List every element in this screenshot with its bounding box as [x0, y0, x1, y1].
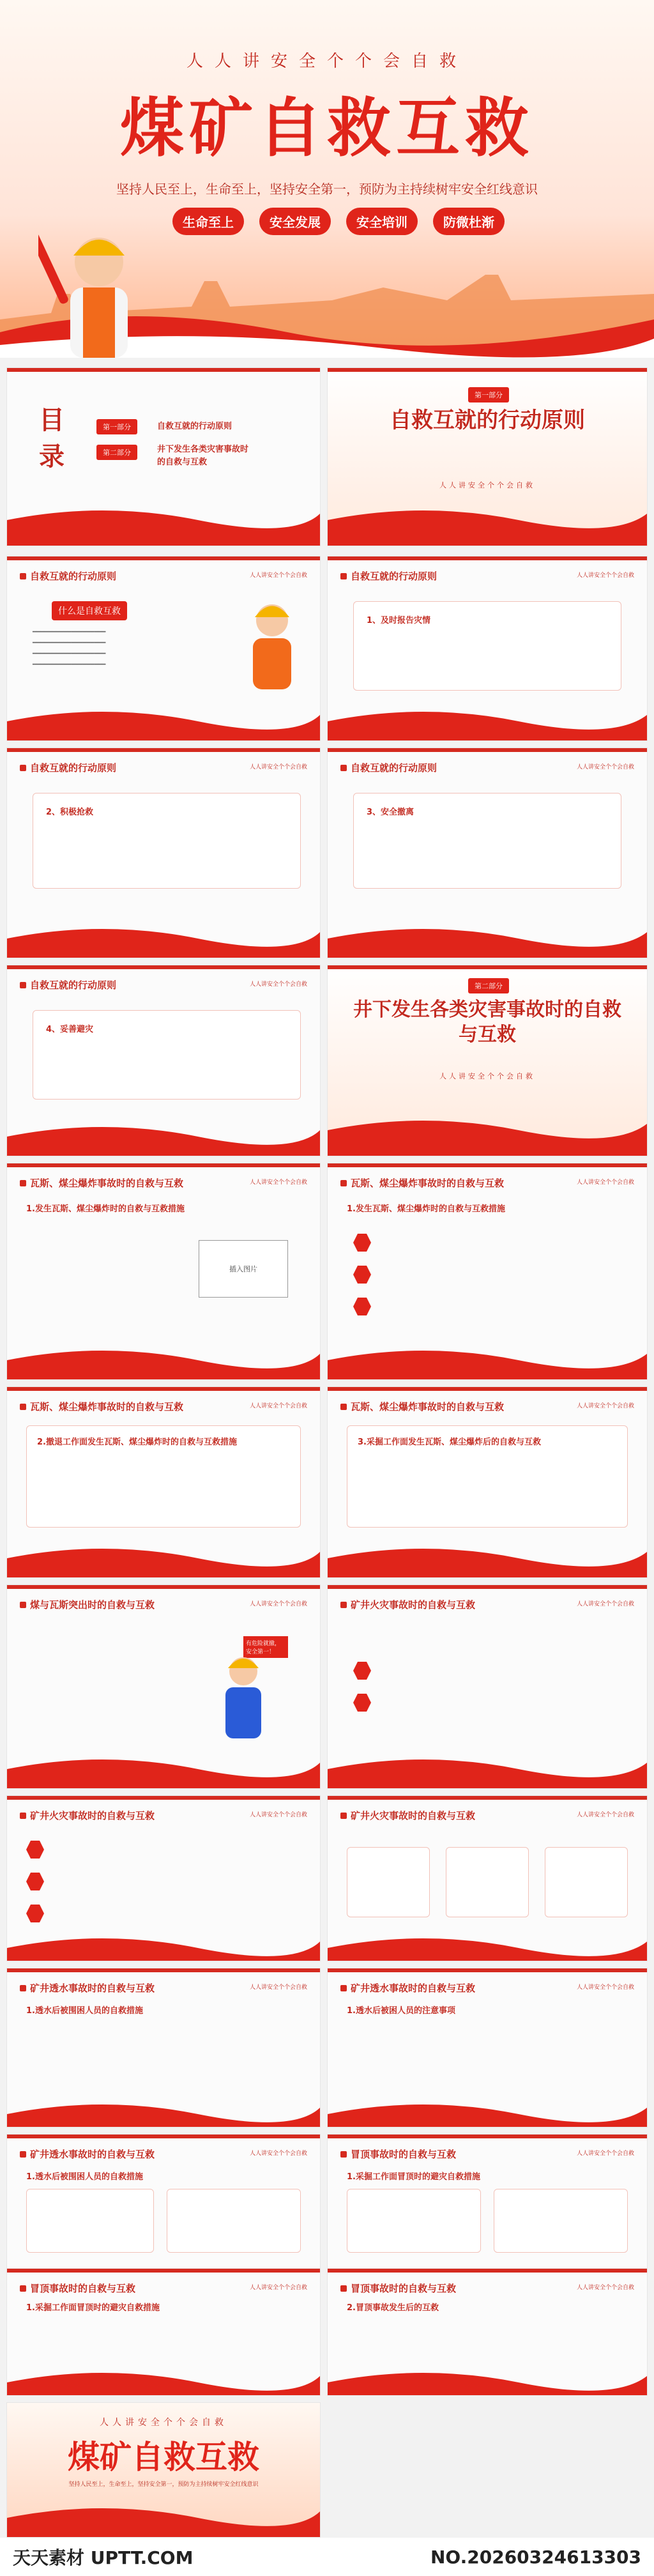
cover-pills — [172, 208, 505, 235]
slide-slogan: 人人讲安全个个会自救 — [576, 1812, 634, 1818]
wave-decoration — [7, 1744, 320, 1788]
wave-decoration — [328, 1111, 647, 1156]
wave-decoration — [328, 1335, 647, 1379]
what-is-text: ━━━━━━━━━━━━━━━━━━━ ━━━━━━━━━━━━━━━━━━━ ━━━━━━━━━━━━━━━━━━━ ━━━━━━━━━━━━━━━━━━━ — [33, 629, 106, 668]
slide-header: 自救互就的行动原则 — [20, 569, 116, 583]
content-card — [446, 1847, 529, 1917]
slide-slogan: 人人讲安全个个会自救 — [249, 1403, 307, 1409]
fire-slide-3 — [327, 1795, 648, 1961]
what-is-label: 什么是自救互救 — [52, 601, 127, 620]
section-heading: 2.撤退工作面发生瓦斯、煤尘爆炸时的自救与互救措施 — [37, 1438, 237, 1447]
wave-decoration — [328, 2082, 647, 2127]
slide-header: 瓦斯、煤尘爆炸事故时的自救与互救 — [340, 1176, 504, 1190]
slide-slogan: 人人讲安全个个会自救 — [576, 1984, 634, 1991]
slide-slogan: 人人讲安全个个会自救 — [249, 2150, 307, 2157]
slide-slogan: 人人讲安全个个会自救 — [249, 764, 307, 770]
hex-icon — [353, 1266, 371, 1284]
content-card — [353, 793, 621, 889]
gas-slide-3 — [6, 1386, 321, 1578]
slide-header: 冒顶事故时的自救与互救 — [20, 2281, 135, 2295]
hex-icon — [353, 1694, 371, 1712]
slide-header: 冒顶事故时的自救与互救 — [340, 2281, 456, 2295]
cover-slide — [0, 0, 654, 358]
slide-slogan: 人人讲安全个个会自救 — [576, 572, 634, 579]
wave-decoration — [7, 1111, 320, 1156]
slide-slogan: 人人讲安全个个会自救 — [249, 2285, 307, 2291]
footer — [0, 2538, 654, 2576]
pill: 安全培训 — [346, 208, 418, 235]
closing-title: 煤矿自救互救 — [68, 2438, 259, 2476]
slide-header: 瓦斯、煤尘爆炸事故时的自救与互救 — [340, 1400, 504, 1413]
toc-badge-1: 第一部分 — [96, 419, 137, 434]
content-card — [545, 1847, 628, 1917]
footer-id: NO.20260324613303 — [430, 2546, 641, 2568]
slide-header: 矿井透水事故时的自救与互救 — [340, 1981, 475, 1995]
footer-brand[interactable]: 天天素材 UPTT.COM — [13, 2547, 194, 2568]
content-card — [347, 1425, 628, 1528]
wave-decoration — [7, 2350, 320, 2395]
wave-decoration — [7, 1533, 320, 1577]
content-card — [167, 2189, 301, 2253]
wave-decoration — [328, 1744, 647, 1788]
part1-slogan: 人人讲安全个个会自救 — [439, 481, 535, 489]
what-is-slide — [6, 556, 321, 741]
section-heading: 2.冒顶事故发生后的互救 — [347, 2303, 439, 2313]
slide-slogan: 人人讲安全个个会自救 — [249, 1601, 307, 1607]
slide-header: 瓦斯、煤尘爆炸事故时的自救与互救 — [20, 1176, 183, 1190]
content-card — [347, 2189, 481, 2253]
part2-slide — [327, 965, 648, 1156]
wave-decoration — [328, 1533, 647, 1577]
image-placeholder[interactable]: 插入图片 — [199, 1240, 288, 1298]
section-heading: 3.采掘工作面发生瓦斯、煤尘爆炸后的自救与互救 — [358, 1438, 541, 1447]
part1-slide — [327, 367, 648, 546]
toc-slide — [6, 367, 321, 546]
slide-header: 矿井火灾事故时的自救与互救 — [340, 1809, 475, 1822]
worker-icon — [237, 595, 307, 691]
wave-decoration — [328, 913, 647, 958]
closing-subtitle: 坚持人民至上，生命至上，坚持安全第一，预防为主持续树牢安全红线意识 — [68, 2481, 259, 2488]
content-card — [33, 1010, 301, 1100]
pill: 安全发展 — [259, 208, 331, 235]
content-card — [347, 1847, 430, 1917]
slide-header: 自救互就的行动原则 — [20, 761, 116, 774]
cover-title: 煤矿自救互救 — [120, 90, 534, 165]
worker-icon — [211, 1649, 275, 1745]
wave-decoration — [7, 2492, 320, 2537]
slide-slogan: 人人讲安全个个会自救 — [249, 1179, 307, 1186]
slide-slogan: 人人讲安全个个会自救 — [576, 2285, 634, 2291]
hex-icon — [353, 1234, 371, 1252]
hex-icon — [26, 1873, 44, 1890]
wave-decoration — [328, 501, 647, 546]
wave-decoration — [7, 1916, 320, 1961]
water-slide-2 — [327, 1968, 648, 2128]
step3-slide — [327, 747, 648, 958]
slide-header: 矿井火灾事故时的自救与互救 — [340, 1598, 475, 1611]
cover-slogan: 人人讲安全个个会自救 — [186, 52, 468, 71]
content-card — [26, 1425, 301, 1528]
slide-slogan: 人人讲安全个个会自救 — [249, 1812, 307, 1818]
closing-slide — [6, 2402, 321, 2538]
slide-slogan: 人人讲安全个个会自救 — [576, 1601, 634, 1607]
slide-header: 冒顶事故时的自救与互救 — [340, 2147, 456, 2161]
hex-icon — [26, 1841, 44, 1859]
gas-slide-4 — [327, 1386, 648, 1578]
step-heading: 2、积极抢救 — [46, 808, 94, 817]
hex-icon — [353, 1298, 371, 1315]
roof-slide-2 — [6, 2268, 321, 2396]
section-heading: 1.透水后被围困人员的自救措施 — [26, 2172, 143, 2182]
slide-header: 自救互就的行动原则 — [20, 978, 116, 992]
wave-decoration — [7, 501, 320, 546]
pill: 生命至上 — [172, 208, 244, 235]
section-heading: 1.透水后被困人员的注意事项 — [347, 2006, 455, 2016]
hex-icon — [353, 1662, 371, 1680]
slide-header: 自救互就的行动原则 — [340, 761, 437, 774]
slide-slogan: 人人讲安全个个会自救 — [249, 1984, 307, 1991]
wave-decoration — [7, 696, 320, 740]
slide-header: 瓦斯、煤尘爆炸事故时的自救与互救 — [20, 1400, 183, 1413]
part2-title: 井下发生各类灾害事故时的自救与互救 — [353, 999, 621, 1046]
slide-header: 自救互就的行动原则 — [340, 569, 437, 583]
toc-item-2[interactable]: 井下发生各类灾害事故时的自救与互救 — [157, 445, 249, 467]
slide-slogan: 人人讲安全个个会自救 — [249, 572, 307, 579]
step4-slide — [6, 965, 321, 1156]
wave-decoration — [7, 1335, 320, 1379]
part1-title: 自救互就的行动原则 — [390, 408, 585, 433]
content-card — [353, 601, 621, 691]
section-heading: 1.透水后被围困人员的自救措施 — [26, 2006, 143, 2016]
outburst-slide — [6, 1584, 321, 1789]
wave-decoration — [7, 2082, 320, 2127]
step2-slide — [6, 747, 321, 958]
step-heading: 3、安全撤离 — [367, 808, 414, 817]
wave-decoration — [328, 696, 647, 740]
fire-slide-1 — [327, 1584, 648, 1789]
wave-decoration — [328, 2350, 647, 2395]
slide-slogan: 人人讲安全个个会自救 — [576, 1179, 634, 1186]
worker-icon — [38, 217, 160, 358]
content-card — [33, 793, 301, 889]
toc-item-1[interactable]: 自救互就的行动原则 — [157, 422, 232, 431]
toc-title: 目录 — [39, 405, 65, 471]
pill: 防微杜渐 — [433, 208, 505, 235]
closing-slogan: 人人讲安全个个会自救 — [100, 2418, 227, 2428]
part2-badge: 第二部分 — [468, 978, 509, 993]
wave-decoration — [7, 913, 320, 958]
step-heading: 1、及时报告灾情 — [367, 616, 431, 625]
slide-header: 矿井透水事故时的自救与互救 — [20, 2147, 155, 2161]
toc-badge-2: 第二部分 — [96, 445, 137, 460]
slide-slogan: 人人讲安全个个会自救 — [576, 2150, 634, 2157]
roof-slide-3 — [327, 2268, 648, 2396]
part2-slogan: 人人讲安全个个会自救 — [439, 1072, 535, 1080]
slide-header: 矿井透水事故时的自救与互救 — [20, 1981, 155, 1995]
fire-slide-2 — [6, 1795, 321, 1961]
gas-slide-1 — [6, 1163, 321, 1380]
section-heading: 1.采掘工作面冒顶时的避灾自救措施 — [26, 2303, 160, 2313]
slide-header: 煤与瓦斯突出时的自救与互救 — [20, 1598, 155, 1611]
wave-decoration — [328, 1916, 647, 1961]
safety-sign: 有危险就撤，安全第一！ — [243, 1636, 288, 1658]
section-heading: 1.发生瓦斯、煤尘爆炸时的自救与互救措施 — [26, 1204, 185, 1214]
step-heading: 4、妥善避灾 — [46, 1025, 94, 1034]
gas-slide-2 — [327, 1163, 648, 1380]
part1-badge: 第一部分 — [468, 387, 509, 402]
slide-header: 矿井火灾事故时的自救与互救 — [20, 1809, 155, 1822]
content-card — [26, 2189, 154, 2253]
water-slide-1 — [6, 1968, 321, 2128]
section-heading: 1.发生瓦斯、煤尘爆炸时的自救与互救措施 — [347, 1204, 505, 1214]
slide-slogan: 人人讲安全个个会自救 — [249, 981, 307, 988]
cover-subtitle: 坚持人民至上，生命至上，坚持安全第一，预防为主持续树牢安全红线意识 — [116, 181, 538, 197]
step1-slide — [327, 556, 648, 741]
section-heading: 1.采掘工作面冒顶时的避灾自救措施 — [347, 2172, 480, 2182]
slide-slogan: 人人讲安全个个会自救 — [576, 1403, 634, 1409]
slide-slogan: 人人讲安全个个会自救 — [576, 764, 634, 770]
content-card — [494, 2189, 628, 2253]
